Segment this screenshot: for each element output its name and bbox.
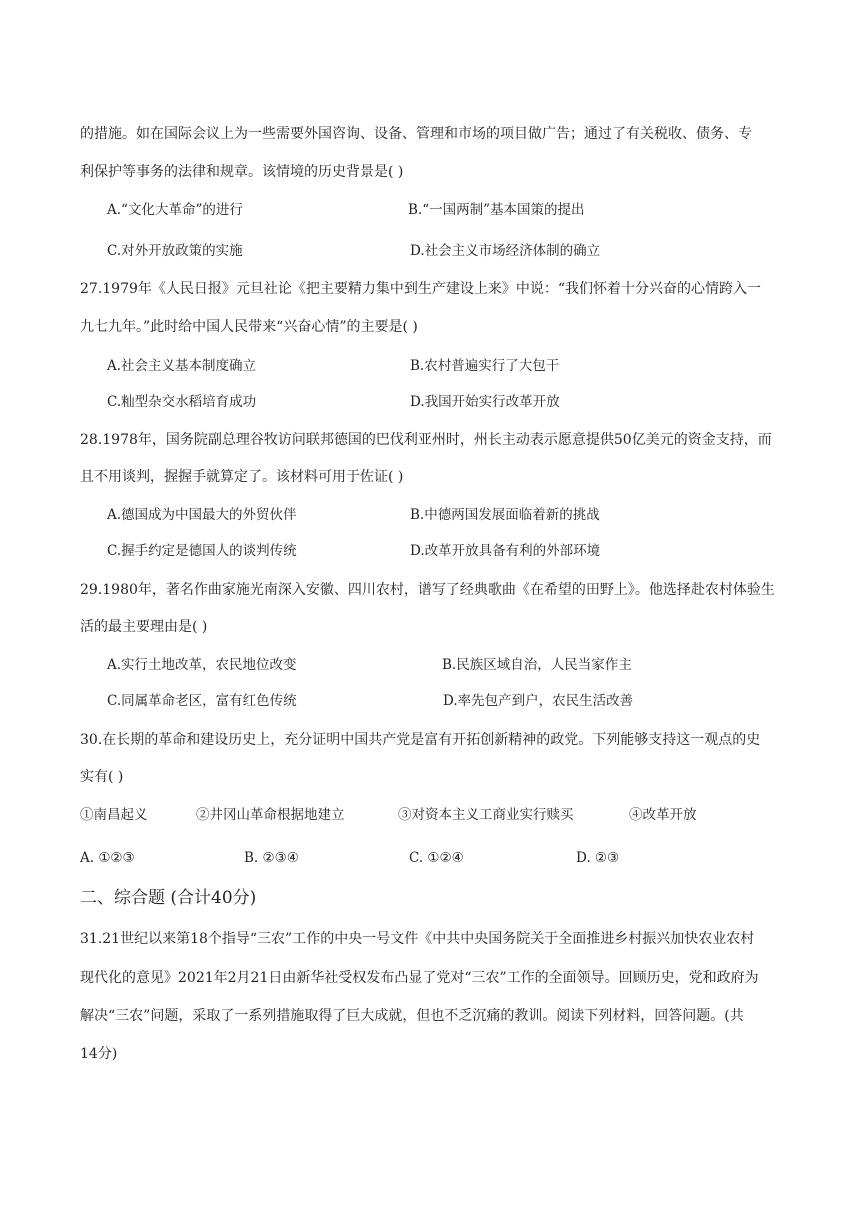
q30-item-1: ①南昌起义 <box>80 807 148 823</box>
q29-stem-line2: 活的最主要理由是( ) <box>80 619 208 635</box>
q28-stem-line1: 28.1978年，国务院副总理谷牧访问联邦德国的巴伐利亚州时，州长主动表示愿意提供50亿美元的资金支持，而 <box>80 432 772 448</box>
q28-stem-line2: 且不用谈判，握握手就算定了。该材料可用于佐证( ) <box>80 469 404 485</box>
q26-option-d: D.社会主义市场经济体制的确立 <box>410 243 601 259</box>
q27-option-d: D.我国开始实行改革开放 <box>410 394 560 410</box>
q31-stem-line2: 现代化的意见》2021年2月21日由新华社受权发布凸显了党对“三农”工作的全面领导。回顾历史，党和政府为 <box>80 970 759 986</box>
q31-stem-line3: 解决“三农”问题，采取了一系列措施取得了巨大成就，但也不乏沉痛的教训。阅读下列材料，回答问题。(共 <box>80 1008 744 1024</box>
q29-option-d: D.率先包产到户，农民生活改善 <box>443 693 634 709</box>
q26-stem-line2: 利保护等事务的法律和规章。该情境的历史背景是( ) <box>80 164 404 180</box>
q31-stem-line4: 14分) <box>80 1046 118 1062</box>
q30-item-2: ②井冈山革命根据地建立 <box>196 807 345 823</box>
q29-stem-line1: 29.1980年，著名作曲家施光南深入安徽、四川农村，谱写了经典歌曲《在希望的田野上》。他选择赴农村体验生 <box>80 582 775 598</box>
q28-option-d: D.改革开放具备有利的外部环境 <box>410 543 601 559</box>
q31-stem-line1: 31.21世纪以来第18个指导“三农”工作的中央一号文件《中共中央国务院关于全面推进乡村振兴加快农业农村 <box>80 931 755 947</box>
section-heading: 二、综合题 (合计40分) <box>80 888 257 908</box>
q30-item-4: ④改革开放 <box>629 807 697 823</box>
q27-stem-line1: 27.1979年《人民日报》元旦社论《把主要精力集中到生产建设上来》中说：“我们怀着十分兴奋的心情跨入一 <box>80 281 762 297</box>
q27-option-c: C.籼型杂交水稻培育成功 <box>107 394 257 410</box>
q30-item-3: ③对资本主义工商业实行赎买 <box>398 807 574 823</box>
q28-option-b: B.中德两国发展面临着新的挑战 <box>410 507 600 523</box>
q26-stem-line1: 的措施。如在国际会议上为一些需要外国咨询、设备、管理和市场的项目做广告；通过了有关税收、债务、专 <box>80 126 752 142</box>
q26-option-b: B.“一国两制”基本国策的提出 <box>408 202 585 218</box>
q29-option-c: C.同属革命老区，富有红色传统 <box>107 693 297 709</box>
q30-stem-line1: 30.在长期的革命和建设历史上，充分证明中国共产党是富有开拓创新精神的政党。下列能够支持这一观点的史 <box>80 732 761 748</box>
q29-option-b: B.民族区域自治，人民当家作主 <box>442 657 632 673</box>
q30-option-b: B. ②③④ <box>244 850 299 866</box>
q28-option-c: C.握手约定是德国人的谈判传统 <box>107 543 297 559</box>
q27-option-a: A.社会主义基本制度确立 <box>107 358 257 374</box>
q30-stem-line2: 实有( ) <box>80 769 124 785</box>
q26-option-c: C.对外开放政策的实施 <box>107 243 243 259</box>
q29-option-a: A.实行土地改革，农民地位改变 <box>107 657 297 673</box>
q26-option-a: A.“文化大革命”的进行 <box>107 202 243 218</box>
q27-option-b: B.农村普遍实行了大包干 <box>410 358 560 374</box>
q30-option-d: D. ②③ <box>576 850 620 866</box>
q30-option-a: A. ①②③ <box>80 850 135 866</box>
q28-option-a: A.德国成为中国最大的外贸伙伴 <box>107 507 297 523</box>
q30-option-c: C. ①②④ <box>409 850 464 866</box>
q27-stem-line2: 九七九年。”此时给中国人民带来“兴奋心情”的主要是( ) <box>80 319 418 335</box>
